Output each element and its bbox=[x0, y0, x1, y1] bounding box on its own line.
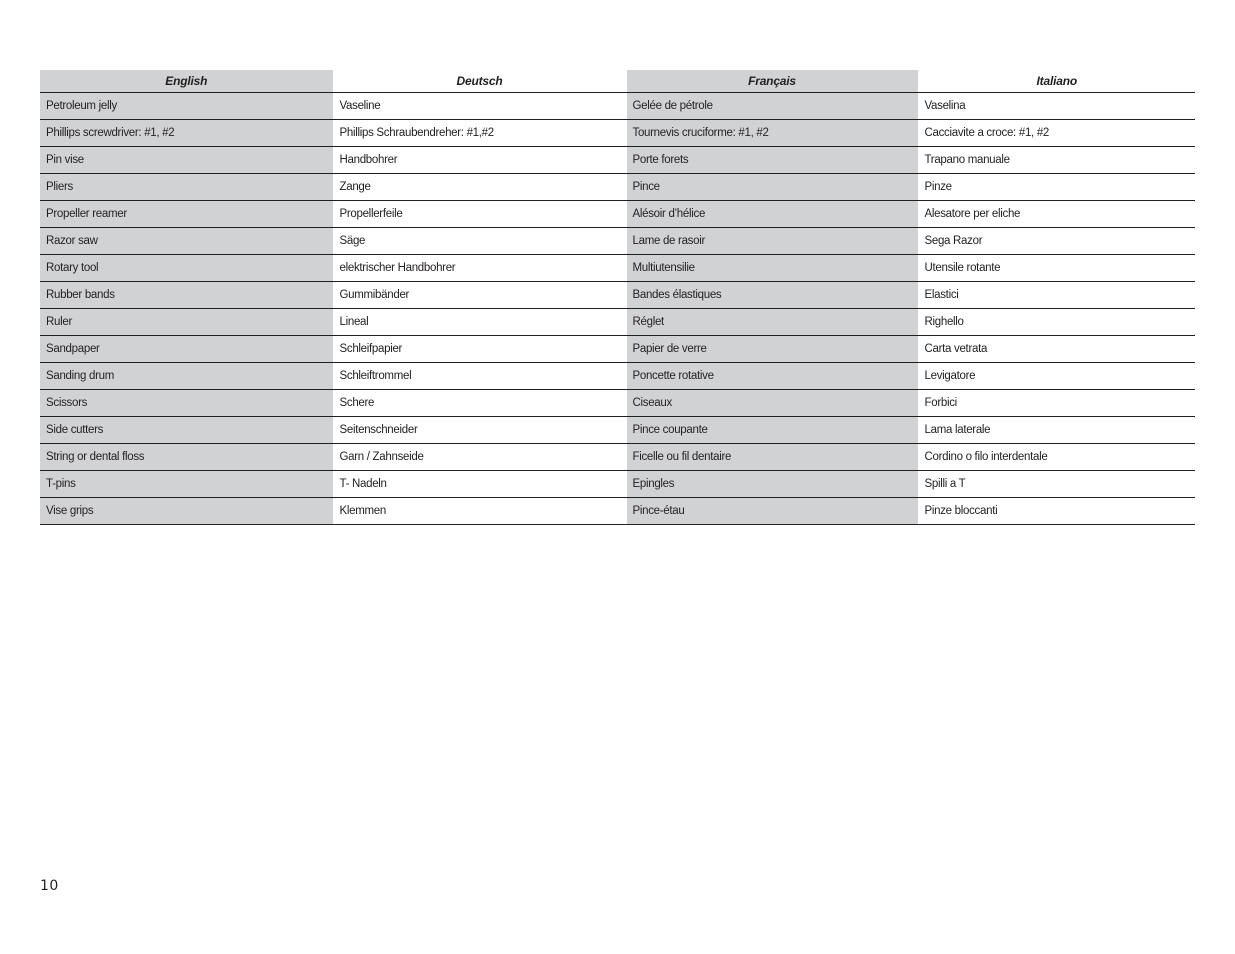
cell-francais: Pince-étau bbox=[626, 498, 918, 525]
cell-italiano: Elastici bbox=[918, 282, 1195, 309]
cell-italiano: Levigatore bbox=[918, 363, 1195, 390]
cell-italiano: Vaselina bbox=[918, 93, 1195, 120]
cell-english: T-pins bbox=[40, 471, 333, 498]
cell-deutsch: Garn / Zahnseide bbox=[333, 444, 626, 471]
table-row bbox=[40, 444, 1195, 471]
table-row bbox=[40, 174, 1195, 201]
table-row bbox=[40, 417, 1195, 444]
cell-deutsch: Schleifpapier bbox=[333, 336, 626, 363]
cell-francais: Epingles bbox=[626, 471, 918, 498]
table-row bbox=[40, 471, 1195, 498]
cell-english: Pliers bbox=[40, 174, 333, 201]
cell-english: Side cutters bbox=[40, 417, 333, 444]
cell-italiano: Spilli a T bbox=[918, 471, 1195, 498]
cell-deutsch: Klemmen bbox=[333, 498, 626, 525]
cell-francais: Réglet bbox=[626, 309, 918, 336]
cell-francais: Ciseaux bbox=[626, 390, 918, 417]
table-row bbox=[40, 147, 1195, 174]
cell-francais: Lame de rasoir bbox=[626, 228, 918, 255]
cell-deutsch: Zange bbox=[333, 174, 626, 201]
table-row bbox=[40, 228, 1195, 255]
cell-deutsch: Lineal bbox=[333, 309, 626, 336]
cell-italiano: Cordino o filo interdentale bbox=[918, 444, 1195, 471]
cell-italiano: Carta vetrata bbox=[918, 336, 1195, 363]
cell-deutsch: Seitenschneider bbox=[333, 417, 626, 444]
cell-francais: Bandes élastiques bbox=[626, 282, 918, 309]
cell-francais: Papier de verre bbox=[626, 336, 918, 363]
cell-francais: Pince coupante bbox=[626, 417, 918, 444]
table-body bbox=[40, 93, 1195, 525]
table-row bbox=[40, 390, 1195, 417]
table-row bbox=[40, 120, 1195, 147]
cell-francais: Porte forets bbox=[626, 147, 918, 174]
cell-italiano: Alesatore per eliche bbox=[918, 201, 1195, 228]
cell-deutsch: elektrischer Handbohrer bbox=[333, 255, 626, 282]
table-row bbox=[40, 282, 1195, 309]
cell-english: String or dental floss bbox=[40, 444, 333, 471]
cell-francais: Gelée de pétrole bbox=[626, 93, 918, 120]
cell-english: Scissors bbox=[40, 390, 333, 417]
cell-deutsch: Säge bbox=[333, 228, 626, 255]
cell-italiano: Righello bbox=[918, 309, 1195, 336]
cell-deutsch: Phillips Schraubendreher: #1,#2 bbox=[333, 120, 626, 147]
cell-english: Razor saw bbox=[40, 228, 333, 255]
cell-english: Vise grips bbox=[40, 498, 333, 525]
cell-italiano: Pinze bloccanti bbox=[918, 498, 1195, 525]
cell-deutsch: Schleiftrommel bbox=[333, 363, 626, 390]
cell-deutsch: T- Nadeln bbox=[333, 471, 626, 498]
cell-deutsch: Propellerfeile bbox=[333, 201, 626, 228]
cell-italiano: Trapano manuale bbox=[918, 147, 1195, 174]
cell-italiano: Sega Razor bbox=[918, 228, 1195, 255]
cell-francais: Ficelle ou fil dentaire bbox=[626, 444, 918, 471]
cell-italiano: Pinze bbox=[918, 174, 1195, 201]
cell-english: Sanding drum bbox=[40, 363, 333, 390]
cell-francais: Multiutensilie bbox=[626, 255, 918, 282]
cell-francais: Poncette rotative bbox=[626, 363, 918, 390]
tool-translation-table bbox=[40, 70, 1195, 525]
cell-deutsch: Schere bbox=[333, 390, 626, 417]
table-row bbox=[40, 201, 1195, 228]
cell-francais: Alésoir d’hélice bbox=[626, 201, 918, 228]
header-english: English bbox=[40, 70, 333, 93]
cell-english: Rotary tool bbox=[40, 255, 333, 282]
cell-english: Propeller reamer bbox=[40, 201, 333, 228]
table-row bbox=[40, 363, 1195, 390]
table-row bbox=[40, 255, 1195, 282]
page-number: 10 bbox=[40, 878, 59, 894]
cell-english: Pin vise bbox=[40, 147, 333, 174]
table-row bbox=[40, 309, 1195, 336]
cell-italiano: Cacciavite a croce: #1, #2 bbox=[918, 120, 1195, 147]
cell-english: Rubber bands bbox=[40, 282, 333, 309]
cell-deutsch: Handbohrer bbox=[333, 147, 626, 174]
cell-deutsch: Gummibänder bbox=[333, 282, 626, 309]
header-italiano: Italiano bbox=[918, 70, 1195, 93]
table-row bbox=[40, 336, 1195, 363]
cell-english: Ruler bbox=[40, 309, 333, 336]
cell-deutsch: Vaseline bbox=[333, 93, 626, 120]
header-row bbox=[40, 70, 1195, 93]
cell-italiano: Lama laterale bbox=[918, 417, 1195, 444]
table-row bbox=[40, 498, 1195, 525]
table-row bbox=[40, 93, 1195, 120]
cell-italiano: Utensile rotante bbox=[918, 255, 1195, 282]
cell-english: Phillips screwdriver: #1, #2 bbox=[40, 120, 333, 147]
cell-francais: Tournevis cruciforme: #1, #2 bbox=[626, 120, 918, 147]
cell-english: Petroleum jelly bbox=[40, 93, 333, 120]
cell-italiano: Forbici bbox=[918, 390, 1195, 417]
cell-francais: Pince bbox=[626, 174, 918, 201]
header-deutsch: Deutsch bbox=[333, 70, 626, 93]
header-francais: Français bbox=[626, 70, 918, 93]
cell-english: Sandpaper bbox=[40, 336, 333, 363]
